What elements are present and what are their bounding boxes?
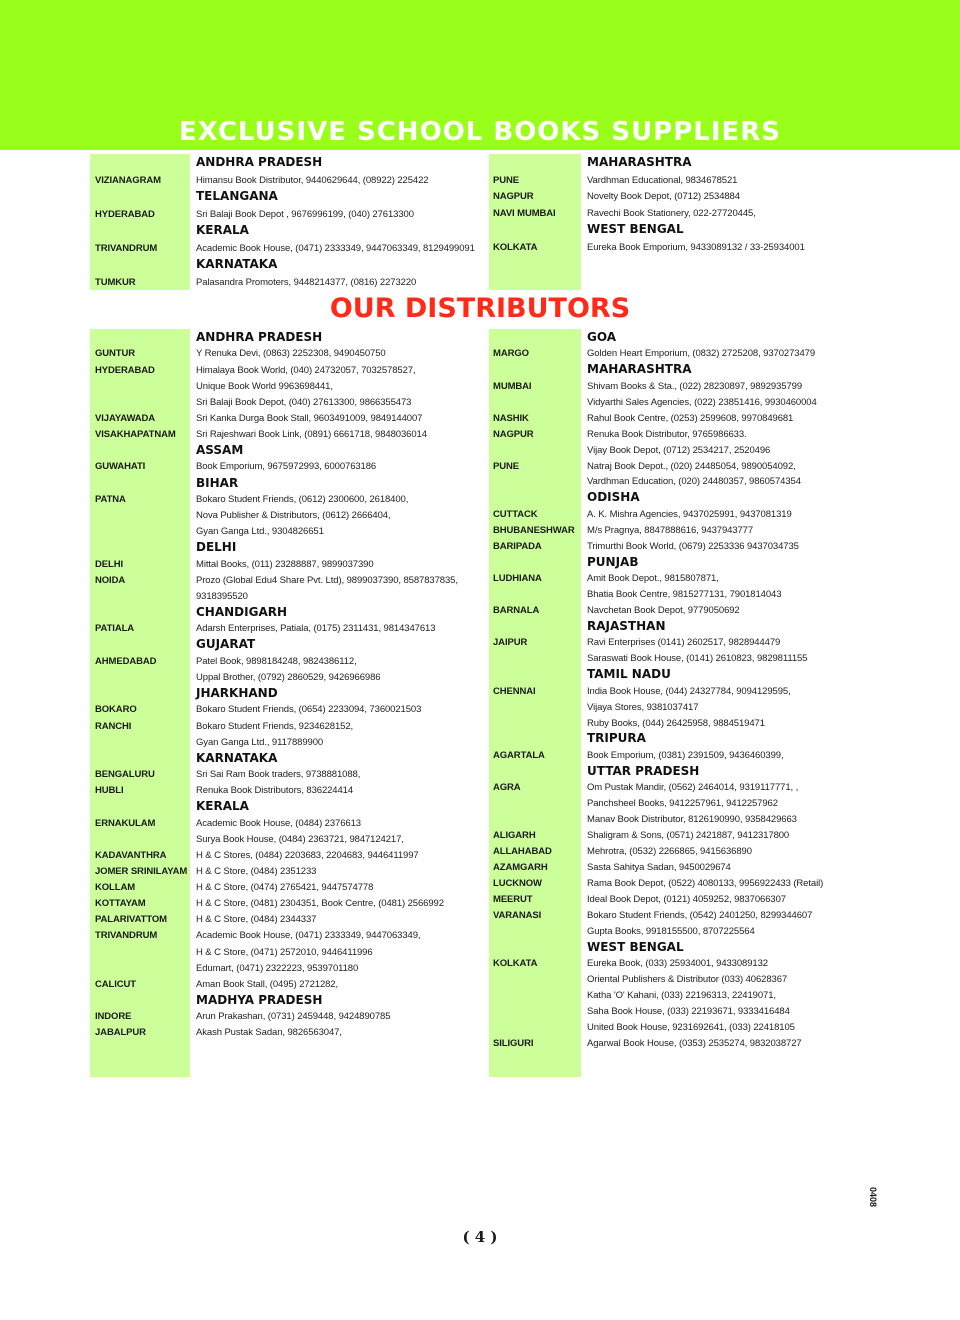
distributor-entry: Saha Book House, (033) 22193671, 9333416484	[587, 1005, 790, 1017]
city-label: PUNE	[493, 460, 519, 472]
state-heading: MADHYA PRADESH	[196, 992, 323, 1007]
distributor-entry: Golden Heart Emporium, (0832) 2725208, 9370273479	[587, 348, 816, 360]
distributor-entry: Agarwal Book House, (0353) 2535274, 9832038727	[587, 1037, 802, 1049]
distributor-entry: United Book House, 9231692641, (033) 22418105	[587, 1021, 795, 1033]
distributor-entry: Navchetan Book Depot, 9779050692	[587, 604, 740, 616]
city-label: NASHIK	[493, 412, 529, 424]
distributor-entry: Ruby Books, (044) 26425958, 9884519471	[587, 717, 765, 729]
distributor-entry: Prozo (Global Edu4 Share Pvt. Ltd), 9899037390, 8587837835,	[196, 574, 458, 586]
city-label: LUDHIANA	[493, 573, 542, 585]
distributor-entry: Akash Pustak Sadan, 9826563047,	[196, 1027, 342, 1039]
distributor-entry: Gyan Ganga Ltd., 9117889900	[196, 736, 324, 748]
suppliers-title: EXCLUSIVE SCHOOL BOOKS SUPPLIERS	[178, 117, 782, 147]
city-label: ALLAHABAD	[493, 846, 552, 857]
distributor-entry: Book Emporium, (0381) 2391509, 9436460399,	[587, 749, 784, 761]
distributor-entry: Bokaro Student Friends, (0612) 2300600, 2618400,	[196, 493, 409, 505]
distributor-entry: Himalaya Book World, (040) 24732057, 7032578527,	[196, 364, 416, 376]
distributor-entry: H & C Store, (0484) 2351233	[196, 866, 317, 877]
distributor-entry: Sri Balaji Book Depot, (040) 27613300, 9866355473	[196, 396, 412, 408]
distributor-entry: Vijaya Stores, 9381037417	[587, 701, 699, 713]
distributor-entry: Nova Publisher & Distributors, (0612) 2666404,	[196, 510, 391, 521]
distributor-entry: Unique Book World 9963698441,	[196, 380, 333, 392]
city-label: VISAKHAPATNAM	[95, 428, 176, 440]
distributor-entry: Sri Balaji Book Depot , 9676996199, (040) 27613300	[196, 208, 414, 220]
distributor-entry: Shaligram & Sons, (0571) 2421887, 9412317800	[587, 830, 790, 842]
city-label: MEERUT	[493, 893, 533, 905]
city-label: VIJAYAWADA	[95, 412, 156, 424]
distributor-entry: Mehrotra, (0532) 2266865, 9415636890	[587, 846, 752, 857]
city-label: AHMEDABAD	[95, 655, 157, 667]
city-label: NAGPUR	[493, 191, 534, 202]
distributors-left-city-band	[90, 329, 190, 1077]
city-label: BENGALURU	[95, 769, 155, 781]
distributor-entry: H & C Store, (0471) 2572010, 9446411996	[196, 946, 373, 958]
city-label: BOKARO	[95, 704, 137, 716]
city-label: TRIVANDRUM	[95, 242, 158, 254]
city-label: KOLKATA	[493, 958, 538, 970]
city-label: ERNAKULAM	[95, 817, 156, 829]
city-label: NOIDA	[95, 574, 126, 586]
distributor-entry: Aman Book Stall, (0495) 2721282,	[196, 978, 339, 990]
distributor-entry: Bokaro Student Friends, (0654) 2233094, 7360021503	[196, 704, 422, 716]
distributor-entry: Rahul Book Centre, (0253) 2599608, 9970849681	[587, 412, 794, 424]
state-heading: GOA	[587, 330, 617, 344]
city-label: PATIALA	[95, 623, 135, 635]
distributor-entry: Bokaro Student Friends, (0542) 2401250, 8299344607	[587, 909, 813, 921]
distributor-entry: Ravi Enterprises (0141) 2602517, 9828944479	[587, 637, 781, 649]
distributor-entry: Renuka Book Distributor, 9765986633.	[587, 428, 747, 440]
city-label: INDORE	[95, 1011, 132, 1023]
city-label: PUNE	[493, 174, 519, 186]
state-heading: ASSAM	[196, 443, 244, 457]
city-label: PALARIVATTOM	[95, 914, 167, 926]
state-heading: ANDHRA PRADESH	[196, 330, 323, 344]
city-label: JOMER SRINILAYAM	[95, 866, 188, 877]
city-label: CHENNAI	[493, 685, 536, 697]
state-heading: KARNATAKA	[196, 750, 278, 765]
distributor-entry: Book Emporium, 9675972993, 6000763186	[196, 461, 377, 473]
distributor-entry: Om Pustak Mandir, (0562) 2464014, 9319117771, ,	[587, 782, 799, 794]
distributor-entry: Oriental Publishers & Distributor (033) 40628367	[587, 974, 788, 986]
distributor-entry: Manav Book Distributor, 8126190990, 9358429663	[587, 814, 797, 826]
distributor-entry: H & C Store, (0481) 2304351, Book Centre, (0481) 2566992	[196, 898, 444, 910]
distributor-entry: Uppal Brother, (0792) 2860529, 9426966986	[196, 671, 381, 683]
distributor-entry: Y Renuka Devi, (0863) 2252308, 9490450750	[196, 348, 386, 360]
city-label: SILIGURI	[493, 1037, 534, 1049]
distributor-entry: Vardhman Educational, 9834678521	[587, 174, 738, 186]
state-heading: RAJASTHAN	[587, 618, 666, 633]
distributor-entry: Sri Kanka Durga Book Stall, 9603491009, 9849144007	[196, 412, 423, 424]
distributor-entry: M/s Pragnya, 8847888616, 9437943777	[587, 524, 754, 536]
city-label: DELHI	[95, 558, 124, 570]
distributor-entry: Renuka Book Distributors, 836224414	[196, 785, 354, 797]
city-label: LUCKNOW	[493, 877, 542, 889]
city-label: AGARTALA	[493, 749, 545, 761]
city-label: MARGO	[493, 348, 529, 360]
city-label: KOLKATA	[493, 241, 538, 253]
city-label: TRIVANDRUM	[95, 930, 158, 942]
distributor-entry: Amit Book Depot., 9815807871,	[587, 573, 719, 585]
city-label: HYDERABAD	[95, 208, 155, 220]
distributor-entry: Adarsh Enterprises, Patiala, (0175) 2311431, 9814347613	[196, 623, 436, 635]
distributor-entry: Academic Book House, (0471) 2333349, 9447063349,	[196, 930, 421, 942]
distributor-entry: Eureka Book Emporium, 9433089132 / 33-25934001	[587, 241, 805, 253]
distributor-entry: Vidyarthi Sales Agencies, (022) 23851416, 9930460004	[587, 396, 817, 408]
distributor-entry: Vardhman Education, (020) 24480357, 9860574354	[587, 476, 801, 488]
distributor-entry: Arun Prakashan, (0731) 2459448, 9424890785	[196, 1011, 391, 1023]
distributor-entry: Patel Book, 9898184248, 9824386112,	[196, 655, 357, 667]
distributor-entry: Ravechi Book Stationery, 022-27720445,	[587, 207, 756, 219]
state-heading: TELANGANA	[196, 189, 278, 203]
state-heading: MAHARASHTRA	[587, 155, 692, 169]
distributor-entry: Rama Book Depot, (0522) 4080133, 9956922433 (Retail)	[587, 877, 824, 889]
distributor-entry: Sasta Sahitya Sadan, 9450029674	[587, 861, 731, 873]
distributor-entry: Eureka Book, (033) 25934001, 9433089132	[587, 958, 768, 970]
city-label: ALIGARH	[493, 830, 536, 842]
city-label: HUBLI	[95, 785, 124, 797]
distributor-entry: H & C Store, (0484) 2344337	[196, 914, 317, 926]
distributor-entry: Surya Book House, (0484) 2363721, 9847124217,	[196, 833, 404, 845]
distributor-entry: Himansu Book Distributor, 9440629644, (08922) 225422	[196, 174, 429, 186]
distributor-entry: Trimurthi Book World, (0679) 2253336 9437034735	[587, 540, 799, 552]
distributor-entry: India Book House, (044) 24327784, 9094129595,	[587, 685, 791, 697]
state-heading: ANDHRA PRADESH	[196, 155, 323, 169]
distributor-entry: Ideal Book Depot, (0121) 4059252, 9837066307	[587, 893, 786, 905]
state-heading: PUNJAB	[587, 554, 639, 569]
state-heading: TAMIL NADU	[587, 667, 671, 682]
distributor-entry: Katha 'O' Kahani, (033) 22196313, 22419071,	[587, 990, 776, 1001]
city-label: RANCHI	[95, 720, 132, 732]
page-number: ( 4 )	[462, 1228, 498, 1246]
distributors-title: OUR DISTRIBUTORS	[329, 293, 631, 324]
city-label: HYDERABAD	[95, 364, 155, 376]
state-heading: ODISHA	[587, 490, 640, 505]
city-label: BARIPADA	[493, 540, 542, 552]
state-heading: TRIPURA	[587, 731, 646, 746]
city-label: NAGPUR	[493, 428, 534, 440]
state-heading: GUJARAT	[196, 637, 256, 652]
state-heading: JHARKHAND	[196, 686, 278, 700]
city-label: KOLLAM	[95, 882, 136, 894]
distributor-entry: Gyan Ganga Ltd., 9304826651	[196, 526, 324, 538]
city-label: JABALPUR	[95, 1027, 146, 1039]
state-heading: UTTAR PRADESH	[587, 763, 700, 778]
city-label: GUNTUR	[95, 348, 136, 360]
distributor-entry: Natraj Book Depot., (020) 24485054, 9890054092,	[587, 460, 796, 472]
document-code: 0408	[868, 1187, 878, 1208]
city-label: BARNALA	[493, 604, 540, 616]
city-label: KADAVANTHRA	[95, 849, 167, 861]
state-heading: DELHI	[196, 540, 237, 555]
distributor-entry: H & C Store, (0474) 2765421, 9447574778	[196, 882, 374, 894]
distributor-entry: Academic Book House, (0471) 2333349, 9447063349, 8129499091	[196, 242, 475, 254]
city-label: CALICUT	[95, 978, 136, 990]
city-label: CUTTACK	[493, 508, 538, 520]
distributor-entry: Sri Sai Ram Book traders, 9738881088,	[196, 769, 361, 781]
city-label: JAIPUR	[493, 637, 528, 649]
state-heading: CHANDIGARH	[196, 604, 288, 619]
distributor-entry: Mittal Books, (011) 23288887, 9899037390	[196, 558, 374, 570]
distributor-entry: Novelty Book Depot, (0712) 2534884	[587, 191, 740, 202]
distributor-entry: Vijay Book Depot, (0712) 2534217, 2520496	[587, 444, 771, 456]
distributor-entry: Panchsheel Books, 9412257961, 9412257962	[587, 798, 778, 810]
distributor-entry: Shivam Books & Sta., (022) 28230897, 9892935799	[587, 380, 803, 392]
city-label: GUWAHATI	[95, 461, 146, 473]
city-label: PATNA	[95, 493, 126, 505]
state-heading: KERALA	[196, 223, 249, 237]
state-heading: WEST BENGAL	[587, 939, 684, 954]
distributor-entry: A. K. Mishra Agencies, 9437025991, 9437081319	[587, 508, 792, 520]
city-label: VARANASI	[493, 909, 542, 921]
city-label: AGRA	[493, 782, 521, 794]
distributor-entry: Palasandra Promoters, 9448214377, (0816) 2273220	[196, 276, 417, 288]
distributor-entry: Bhatia Book Centre, 9815277131, 7901814043	[587, 589, 782, 600]
city-label: KOTTAYAM	[95, 898, 146, 910]
city-label: NAVI MUMBAI	[493, 207, 556, 219]
state-heading: WEST BENGAL	[587, 222, 684, 236]
city-label: TUMKUR	[95, 276, 136, 288]
city-label: MUMBAI	[493, 380, 532, 392]
distributor-entry: Academic Book House, (0484) 2376613	[196, 817, 361, 829]
distributor-entry: Gupta Books, 9918155500, 8707225564	[587, 925, 755, 937]
state-heading: BIHAR	[196, 475, 239, 490]
distributor-entry: Saraswati Book House, (0141) 2610823, 9829811155	[587, 653, 808, 665]
city-label: VIZIANAGRAM	[95, 174, 161, 186]
distributor-entry: Edumart, (0471) 2322223, 9539701180	[196, 962, 359, 974]
distributor-entry: 9318395520	[196, 590, 248, 602]
state-heading: MAHARASHTRA	[587, 362, 692, 377]
city-label: BHUBANESHWAR	[493, 524, 575, 536]
state-heading: KARNATAKA	[196, 257, 278, 271]
state-heading: KERALA	[196, 799, 249, 814]
distributor-entry: H & C Stores, (0484) 2203683, 2204683, 9446411997	[196, 849, 419, 861]
distributor-entry: Bokaro Student Friends, 9234628152,	[196, 720, 354, 732]
city-label: AZAMGARH	[493, 861, 548, 873]
distributor-entry: Sri Rajeshwari Book Link, (0891) 6661718, 9848036014	[196, 428, 427, 440]
